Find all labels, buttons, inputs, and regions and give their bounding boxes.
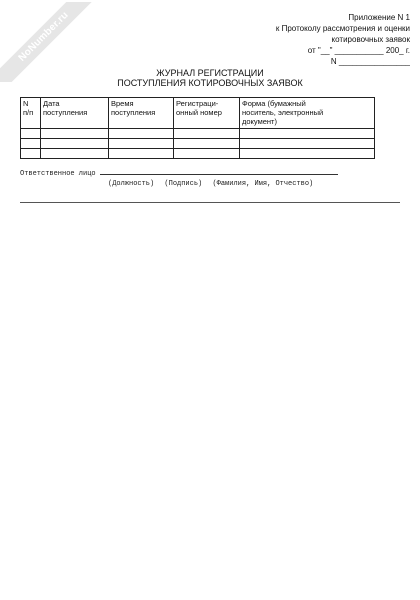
table-row	[21, 139, 375, 149]
appendix-line-1: Приложение N 1	[348, 13, 410, 22]
table-cell	[41, 149, 109, 159]
table-cell	[21, 129, 41, 139]
table-cell	[21, 139, 41, 149]
table-cell	[41, 139, 109, 149]
col-header-number: N п/п	[21, 98, 41, 129]
table-cell	[21, 149, 41, 159]
responsible-person-label: Ответственное лицо	[20, 170, 96, 178]
appendix-date-line: от "__" ___________ 200_ г.	[307, 46, 410, 55]
table-cell	[174, 139, 240, 149]
table-cell	[174, 129, 240, 139]
table-cell	[240, 149, 375, 159]
table-row	[21, 149, 375, 159]
appendix-line-3: котировочных заявок	[331, 35, 410, 44]
caption-position: (Должность)	[108, 180, 155, 188]
appendix-header	[210, 12, 410, 67]
registration-journal-table	[20, 97, 375, 159]
table-cell	[109, 149, 174, 159]
appendix-number-line: N ________________	[330, 57, 410, 66]
caption-full-name: (Фамилия, Имя, Отчество)	[212, 180, 314, 188]
appendix-line-2: к Протоколу рассмотрения и оценки	[275, 24, 410, 33]
table-row	[21, 129, 375, 139]
col-header-date: Дата поступления	[41, 98, 109, 129]
title-line-1: ЖУРНАЛ РЕГИСТРАЦИИ	[156, 68, 264, 78]
table-cell	[41, 129, 109, 139]
col-header-reg-number: Регистраци- онный номер	[174, 98, 240, 129]
responsible-person-block	[20, 167, 380, 189]
watermark-text: NoNumber.ru	[0, 2, 114, 82]
divider-line	[20, 202, 400, 203]
caption-signature: (Подпись)	[164, 180, 203, 188]
table-cell	[240, 139, 375, 149]
col-header-form: Форма (бумажный носитель, электронный документ)	[240, 98, 375, 129]
table-cell	[240, 129, 375, 139]
document-title	[0, 68, 420, 88]
table-cell	[109, 139, 174, 149]
col-header-time: Время поступления	[109, 98, 174, 129]
signature-line	[100, 167, 338, 175]
table-header-row	[21, 98, 375, 129]
title-line-2: ПОСТУПЛЕНИЯ КОТИРОВОЧНЫХ ЗАЯВОК	[117, 78, 303, 88]
table-cell	[174, 149, 240, 159]
table-cell	[109, 129, 174, 139]
